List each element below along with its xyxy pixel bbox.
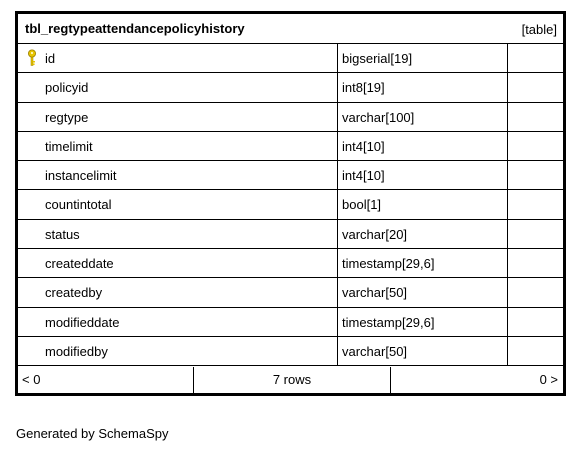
column-extra-cell xyxy=(508,337,563,365)
column-name[interactable]: countintotal xyxy=(45,197,112,213)
column-name[interactable]: regtype xyxy=(45,109,89,125)
column-row xyxy=(18,73,563,102)
column-row xyxy=(18,249,563,278)
column-type: varchar[50] xyxy=(342,285,408,301)
column-type: int4[10] xyxy=(342,138,385,154)
column-extra-cell xyxy=(508,308,563,336)
column-row xyxy=(18,220,563,249)
column-extra-cell xyxy=(508,44,563,72)
table-footer xyxy=(18,367,563,393)
column-rows xyxy=(18,44,563,366)
column-type: bool[1] xyxy=(342,197,382,213)
column-name-cell xyxy=(18,220,338,248)
table-box xyxy=(15,11,566,396)
column-type: timestamp[29,6] xyxy=(342,256,435,272)
column-type-cell xyxy=(338,249,508,277)
primary-key-icon xyxy=(27,49,37,67)
column-extra-cell xyxy=(508,249,563,277)
column-name-cell xyxy=(18,44,338,72)
parents-count: < 0 xyxy=(22,372,41,387)
column-type: varchar[100] xyxy=(342,109,415,125)
column-row xyxy=(18,308,563,337)
column-type-cell xyxy=(338,190,508,218)
column-type-cell xyxy=(338,132,508,160)
column-row xyxy=(18,337,563,366)
column-type-cell xyxy=(338,337,508,365)
column-name[interactable]: id xyxy=(45,51,56,66)
column-row xyxy=(18,132,563,161)
footer-rows xyxy=(194,367,391,393)
generated-by-text: Generated by SchemaSpy xyxy=(16,426,169,441)
column-name[interactable]: createdby xyxy=(45,285,103,301)
column-name[interactable]: timelimit xyxy=(45,138,93,154)
column-type-cell xyxy=(338,103,508,131)
row-count: 7 rows xyxy=(272,372,312,387)
column-name-cell xyxy=(18,190,338,218)
column-type: int8[19] xyxy=(342,80,385,96)
column-type: int4[10] xyxy=(342,168,385,184)
column-name-cell xyxy=(18,73,338,101)
column-name[interactable]: modifieddate xyxy=(45,314,120,330)
column-row xyxy=(18,44,563,73)
table-name[interactable]: tbl_regtypeattendancepolicyhistory xyxy=(25,21,245,36)
column-extra-cell xyxy=(508,103,563,131)
column-name-cell xyxy=(18,132,338,160)
column-type-cell xyxy=(338,220,508,248)
column-type-cell xyxy=(338,278,508,306)
column-type: varchar[20] xyxy=(342,226,408,242)
column-extra-cell xyxy=(508,278,563,306)
column-type: varchar[50] xyxy=(342,343,408,359)
column-row xyxy=(18,103,563,132)
column-name[interactable]: policyid xyxy=(45,80,89,96)
column-name-cell xyxy=(18,103,338,131)
column-type-cell xyxy=(338,308,508,336)
column-name[interactable]: createddate xyxy=(45,256,114,272)
column-name-cell xyxy=(18,337,338,365)
column-name-cell xyxy=(18,161,338,189)
column-row xyxy=(18,161,563,190)
column-type-cell xyxy=(338,161,508,189)
column-extra-cell xyxy=(508,132,563,160)
column-type-cell xyxy=(338,73,508,101)
children-count: 0 > xyxy=(539,372,558,387)
column-extra-cell xyxy=(508,190,563,218)
column-extra-cell xyxy=(508,220,563,248)
column-row xyxy=(18,190,563,219)
column-name-cell xyxy=(18,249,338,277)
footer-children[interactable] xyxy=(391,367,563,393)
column-name[interactable]: modifiedby xyxy=(45,343,108,359)
column-name-cell xyxy=(18,278,338,306)
column-type: timestamp[29,6] xyxy=(342,314,435,330)
column-type: bigserial[19] xyxy=(342,51,413,66)
column-name[interactable]: status xyxy=(45,226,80,242)
footer-parents[interactable] xyxy=(18,367,194,393)
table-title-row xyxy=(18,14,563,44)
column-name-cell xyxy=(18,308,338,336)
column-extra-cell xyxy=(508,161,563,189)
column-name[interactable]: instancelimit xyxy=(45,168,117,184)
table-kind-label: [table] xyxy=(521,22,557,37)
column-type-cell xyxy=(338,44,508,72)
column-row xyxy=(18,278,563,307)
column-extra-cell xyxy=(508,73,563,101)
